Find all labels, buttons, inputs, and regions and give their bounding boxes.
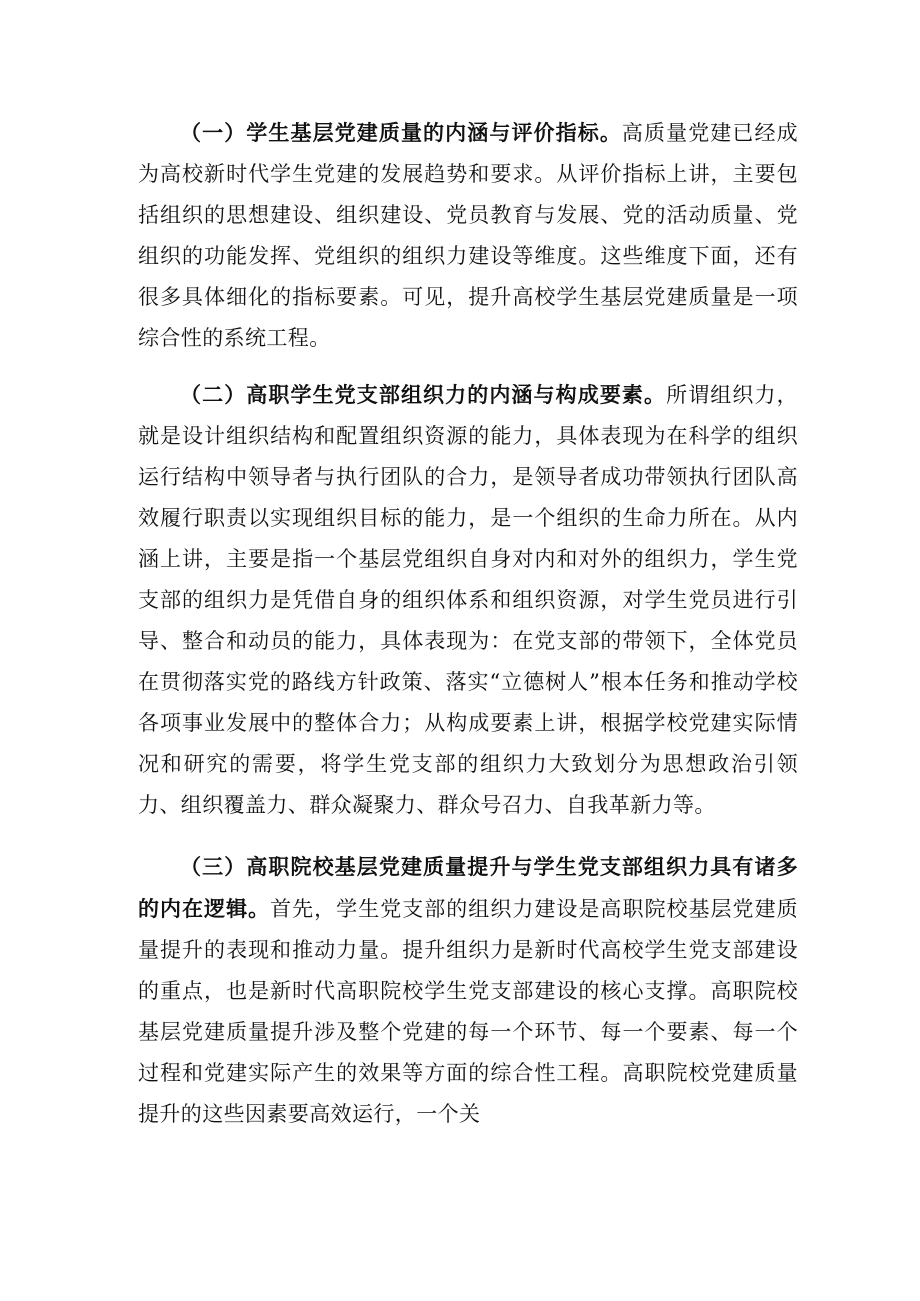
paragraph-body: 所谓组织力，就是设计组织结构和配置组织资源的能力，具体表现为在科学的组织运行结构中领导者与执行团队的合力，是领导者成功带领执行团队高效履行职责以实现组织目标的能力，是一个组织的生命力所在。从内涵上讲，主要是指一个基层党组织自身对内和对外的组织力，学生党支部的组织力是凭借自身的组织体系和组织资源，对学生党员进行引导、整合和动员的能力，具体表现为：在党支部的带领下，全体党员在贯彻落实党的路线方针政策、落实“立德树人”根本任务和推动学校各项事业发展中的整体合力；从构成要素上讲，根据学校党建实际情况和研究的需要，将学生党支部的组织力大致划分为思想政治引领力、组织覆盖力、群众凝聚力、群众号召力、自我革新力等。	[138, 383, 798, 817]
paragraph-organizational-capacity	[138, 374, 798, 826]
paragraph-heading: （二）高职学生党支部组织力的内涵与构成要素。	[180, 382, 667, 407]
paragraph-heading: （三）高职院校基层党建质量提升与学生党支部组织力具有诸多的内在逻辑。	[138, 854, 798, 921]
paragraph-body: 高质量党建已经成为高校新时代学生党建的发展趋势和要求。从评价指标上讲，主要包括组织的思想建设、组织建设、党员教育与发展、党的活动质量、党组织的功能发挥、党组织的组织力建设等维度。这些维度下面，还有很多具体细化的指标要素。可见，提升高校学生基层党建质量是一项综合性的系统工程。	[138, 121, 798, 350]
paragraph-internal-logic	[138, 846, 798, 1135]
paragraph-evaluation-indicators	[138, 112, 798, 359]
paragraph-heading: （一）学生基层党建质量的内涵与评价指标。	[180, 120, 622, 145]
paragraph-body: 首先，学生党支部的组织力建设是高职院校基层党建质量提升的表现和推动力量。提升组织力是新时代高校学生党支部建设的重点，也是新时代高职院校学生党支部建设的核心支撑。高职院校基层党建质量提升涉及整个党建的每一个环节、每一个要素、每一个过程和党建实际产生的效果等方面的综合性工程。高职院校党建质量提升的这些因素要高效运行，一个关	[138, 897, 798, 1126]
